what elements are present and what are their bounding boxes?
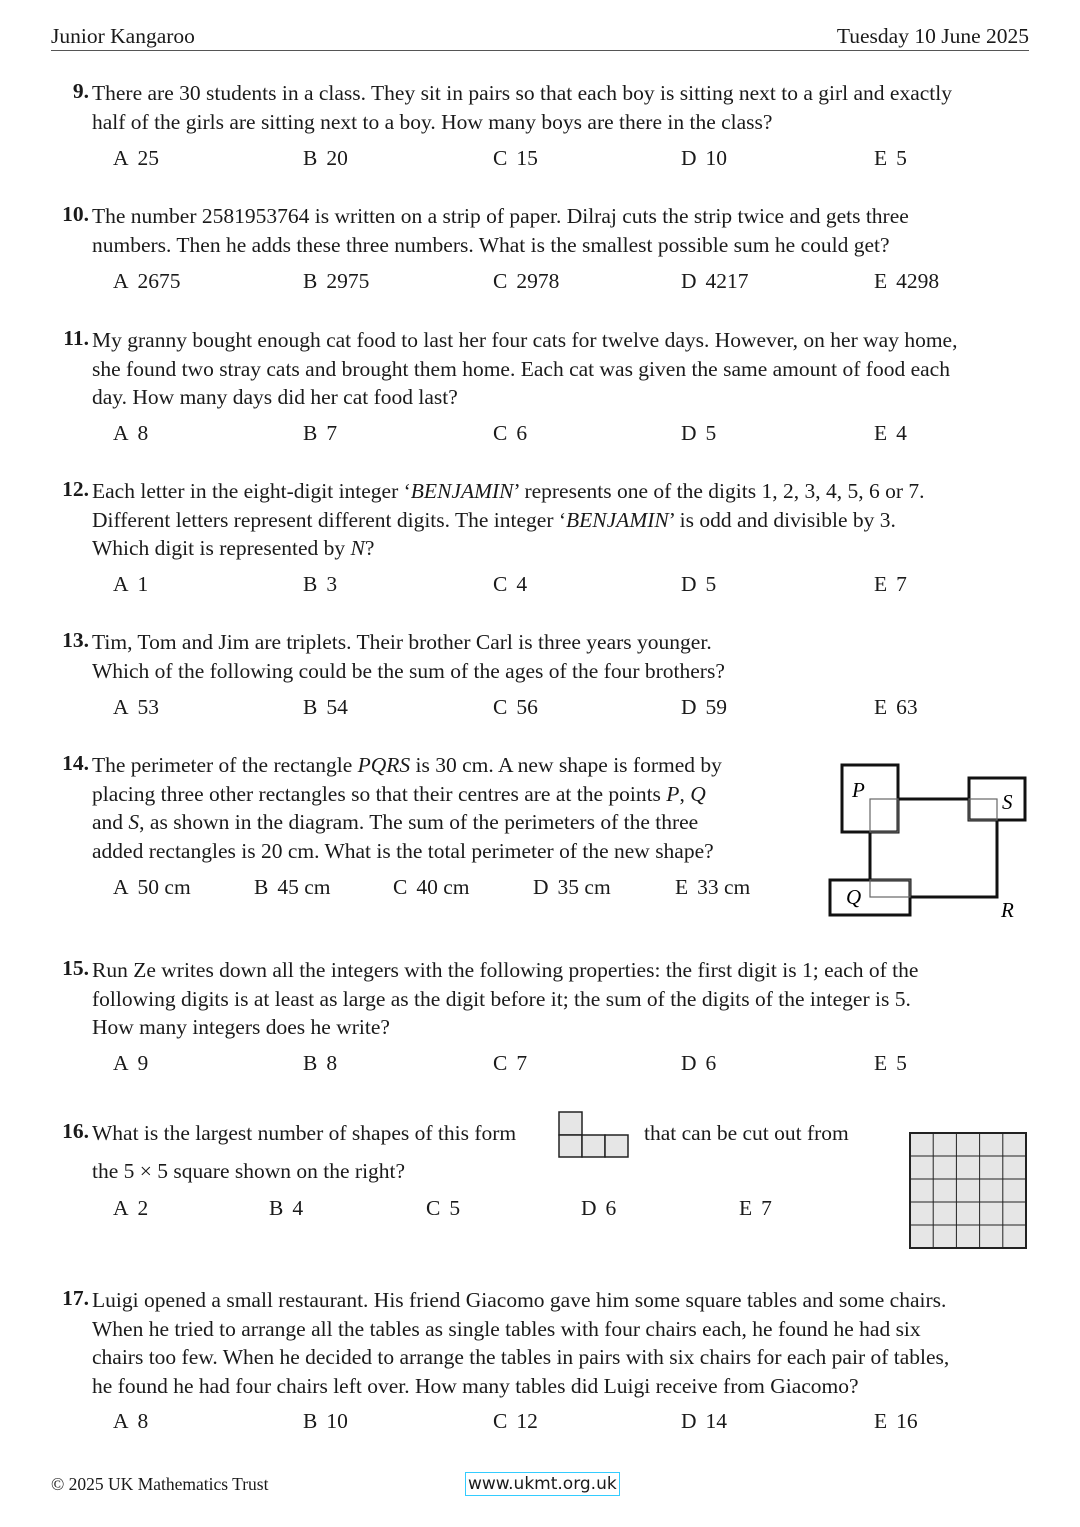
question-line: Each letter in the eight-digit integer ‘BENJAMIN’ represents one of the digits 1, 2, 3, 4, 5, 6 or 7. xyxy=(92,479,925,503)
option-d[interactable]: D 59 xyxy=(681,695,728,719)
option-c[interactable]: C 40 cm xyxy=(393,875,470,899)
l-shape-icon xyxy=(557,1110,631,1160)
label-p: P xyxy=(852,778,865,802)
question-line: The number 2581953764 is written on a strip of paper. Dilraj cuts the strip twice and gets three xyxy=(92,204,909,228)
option-a[interactable]: A 2 xyxy=(113,1196,149,1220)
option-c[interactable]: C 5 xyxy=(426,1196,461,1220)
option-c[interactable]: C 15 xyxy=(493,146,538,170)
option-a[interactable]: A 25 xyxy=(113,146,160,170)
option-a[interactable]: A 53 xyxy=(113,695,160,719)
question-line: chairs too few. When he decided to arrange the tables in pairs with six chairs for each pair of tables, xyxy=(92,1345,950,1369)
question-text xyxy=(92,202,1042,259)
question-line: The perimeter of the rectangle PQRS is 30 cm. A new shape is formed by xyxy=(92,753,722,777)
question-line: How many integers does he write? xyxy=(92,1015,390,1039)
question-line: she found two stray cats and brought them home. Each cat was given the same amount of food each xyxy=(92,356,950,381)
option-d[interactable]: D 5 xyxy=(681,421,717,445)
page-header xyxy=(51,22,1029,51)
question-text xyxy=(92,79,1042,136)
option-d[interactable]: D 6 xyxy=(681,1051,717,1075)
option-e[interactable]: E 4 xyxy=(874,421,907,445)
label-s: S xyxy=(1002,790,1013,814)
option-b[interactable]: B 20 xyxy=(303,146,348,170)
footer-copyright: © 2025 UK Mathematics Trust xyxy=(51,1474,269,1494)
option-e[interactable]: E 5 xyxy=(874,1051,907,1075)
option-a[interactable]: A 2675 xyxy=(113,269,181,293)
question-text xyxy=(92,1119,912,1189)
option-a[interactable]: A 1 xyxy=(113,572,149,596)
option-d[interactable]: D 5 xyxy=(681,572,717,596)
option-d[interactable]: D 14 xyxy=(681,1409,728,1433)
option-b[interactable]: B 8 xyxy=(303,1051,338,1075)
option-a[interactable]: A 50 cm xyxy=(113,875,191,899)
question-text xyxy=(92,477,1052,563)
question-line: Which digit is represented by N? xyxy=(92,536,375,560)
option-d[interactable]: D 6 xyxy=(581,1196,617,1220)
option-e[interactable]: E 7 xyxy=(874,572,907,596)
question-line: Tim, Tom and Jim are triplets. Their brother Carl is three years younger. xyxy=(92,630,712,654)
question-line: Which of the following could be the sum of the ages of the four brothers? xyxy=(92,658,725,683)
question-text xyxy=(92,628,1042,685)
question-text xyxy=(92,1286,1052,1400)
question-line: My granny bought enough cat food to last her four cats for twelve days. However, on her way home, xyxy=(92,328,958,352)
label-q: Q xyxy=(846,885,862,909)
option-e[interactable]: E 16 xyxy=(874,1409,918,1433)
option-d[interactable]: D 35 cm xyxy=(533,875,611,899)
question-line: There are 30 students in a class. They sit in pairs so that each boy is sitting next to a girl and exactly xyxy=(92,81,952,105)
question-number: 15. xyxy=(62,956,89,980)
option-a[interactable]: A 9 xyxy=(113,1051,149,1075)
label-r: R xyxy=(1001,898,1014,922)
option-b[interactable]: B 2975 xyxy=(303,269,370,293)
header-date: Tuesday 10 June 2025 xyxy=(836,24,1029,48)
option-e[interactable]: E 4298 xyxy=(874,269,940,293)
question-text xyxy=(92,956,1042,1042)
option-d[interactable]: D 4217 xyxy=(681,269,749,293)
option-a[interactable]: A 8 xyxy=(113,421,149,445)
question-number: 13. xyxy=(62,628,89,652)
footer-link[interactable]: www.ukmt.org.uk xyxy=(465,1472,620,1496)
header-title: Junior Kangaroo xyxy=(51,24,195,48)
question-text xyxy=(92,326,1042,412)
option-b[interactable]: B 54 xyxy=(303,695,348,719)
option-c[interactable]: C 4 xyxy=(493,572,528,596)
question-number: 17. xyxy=(62,1286,89,1310)
question-number: 16. xyxy=(62,1119,89,1143)
grid-5x5-diagram xyxy=(908,1131,1028,1250)
option-c[interactable]: C 2978 xyxy=(493,269,560,293)
question-number: 11. xyxy=(63,326,89,350)
question-line: he found he had four chairs left over. How many tables did Luigi receive from Giacomo? xyxy=(92,1373,859,1398)
question-number: 10. xyxy=(62,202,89,226)
option-b[interactable]: B 4 xyxy=(269,1196,304,1220)
question-line: Luigi opened a small restaurant. His friend Giacomo gave him some square tables and some chairs. xyxy=(92,1288,947,1312)
question-number: 9. xyxy=(72,79,89,103)
option-b[interactable]: B 7 xyxy=(303,421,338,445)
question-line: placing three other rectangles so that their centres are at the points P, Q xyxy=(92,781,706,806)
option-e[interactable]: E 5 xyxy=(874,146,907,170)
question-line: the 5 × 5 square shown on the right? xyxy=(92,1159,406,1183)
option-a[interactable]: A 8 xyxy=(113,1409,149,1433)
option-e[interactable]: E 63 xyxy=(874,695,918,719)
question-line: that can be cut out from xyxy=(644,1121,849,1145)
question-line: half of the girls are sitting next to a boy. How many boys are there in the class? xyxy=(92,109,773,134)
question-number: 14. xyxy=(62,751,89,775)
option-e[interactable]: E 33 cm xyxy=(675,875,751,899)
question-text xyxy=(92,751,792,865)
question-line: following digits is at least as large as the digit before it; the sum of the digits of the integer is 5. xyxy=(92,986,911,1011)
question-line: and S, as shown in the diagram. The sum of the perimeters of the three xyxy=(92,810,699,834)
question-line: Different letters represent different digits. The integer ‘BENJAMIN’ is odd and divisible by 3. xyxy=(92,507,896,532)
question-number: 12. xyxy=(62,477,89,501)
option-c[interactable]: C 6 xyxy=(493,421,528,445)
option-d[interactable]: D 10 xyxy=(681,146,728,170)
option-b[interactable]: B 10 xyxy=(303,1409,348,1433)
question-line: numbers. Then he adds these three numbers. What is the smallest possible sum he could get? xyxy=(92,232,890,257)
question-line: added rectangles is 20 cm. What is the total perimeter of the new shape? xyxy=(92,838,714,863)
question-line: day. How many days did her cat food last? xyxy=(92,385,458,409)
option-e[interactable]: E 7 xyxy=(739,1196,772,1220)
question-line: Run Ze writes down all the integers with the following properties: the first digit is 1; each of the xyxy=(92,958,919,982)
question-line: What is the largest number of shapes of this form xyxy=(92,1121,517,1145)
option-c[interactable]: C 56 xyxy=(493,695,538,719)
option-c[interactable]: C 7 xyxy=(493,1051,528,1075)
option-c[interactable]: C 12 xyxy=(493,1409,538,1433)
question-line: When he tried to arrange all the tables as single tables with four chairs each, he found he had six xyxy=(92,1316,921,1341)
option-b[interactable]: B 45 cm xyxy=(254,875,331,899)
rectangle-diagram xyxy=(825,760,1035,930)
option-b[interactable]: B 3 xyxy=(303,572,338,596)
